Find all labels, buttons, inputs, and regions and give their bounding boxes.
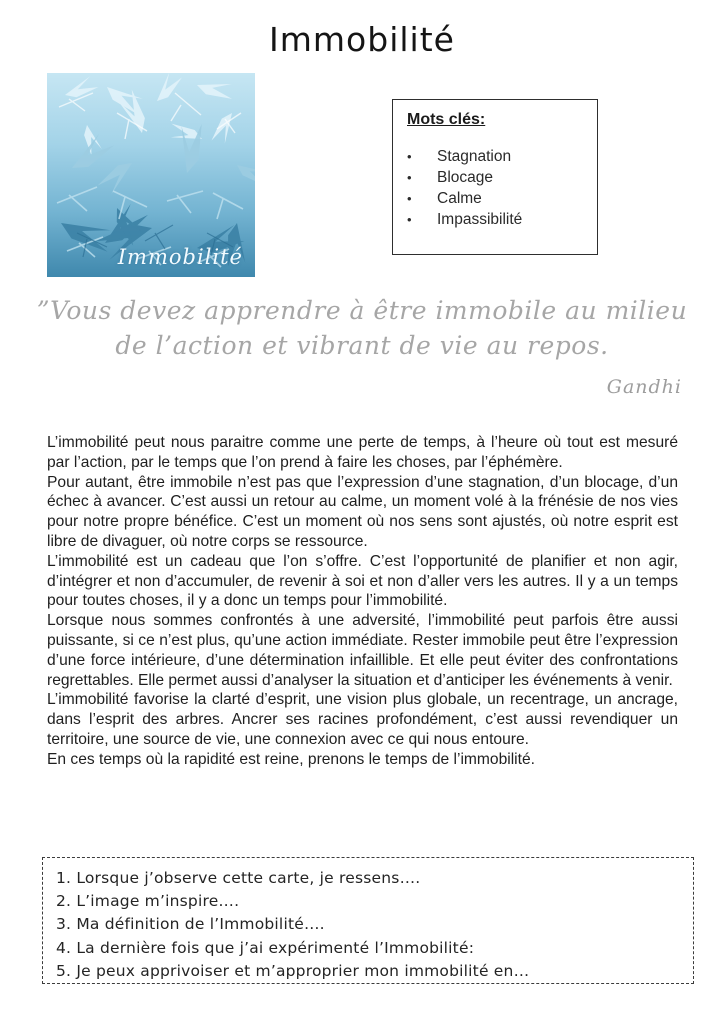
body-paragraph: Lorsque nous sommes confrontés à une adversité, l’immobilité peut parfois être aussi puissante, si ce n’est plus, qu’une action immédiate. Rester immobile peut être l’expression d’une force intérieure, d’une détermination infaillible. Et elle peut éviter des confrontations regrettables. Elle permet aussi d’analyser la situation et d’anticiper les événements à venir. — [47, 612, 678, 689]
page-title: Immobilité — [269, 20, 455, 59]
prompt-item: 1. Lorsque j’observe cette carte, je ressens…. — [56, 869, 421, 887]
body-paragraph: L’immobilité favorise la clarté d’esprit, une vision plus globale, un recentrage, un ancrage, dans l’esprit des arbres. Ancrer ses racines profondément, c’est aussi revendiquer un territoire, une source de vie, une connexion avec ce qui nous entoure. — [47, 691, 678, 748]
keywords-list — [407, 146, 583, 230]
keyword-item — [407, 167, 583, 188]
prompt-item: 3. Ma définition de l’Immobilité…. — [56, 915, 325, 934]
bullet-icon: • — [407, 191, 412, 206]
keywords-box — [392, 99, 598, 255]
prompts-box — [42, 857, 694, 984]
keyword-item — [407, 209, 583, 230]
body-text — [47, 433, 678, 770]
keyword-item — [407, 188, 583, 209]
bullet-icon: • — [407, 149, 412, 164]
prompt-item: 4. La dernière fois que j’ai expérimenté l’Immobilité: — [56, 938, 475, 957]
quote-text: ”Vous devez apprendre à être immobile au milieu de l’action et vibrant de vie au repos. — [36, 296, 688, 360]
prompt-item: 2. L’image m’inspire…. — [56, 892, 240, 911]
prompts-list — [56, 867, 683, 983]
body-paragraph: L’immobilité est un cadeau que l’on s’offre. C’est l’opportunité de planifier et non agir, d’intégrer et non d’accumuler, de revenir à soi et non d’aller vers les autres. Il y a un temps pour toutes choses, il y a donc un temps pour l’immobilité. — [47, 552, 678, 610]
bullet-icon: • — [407, 212, 412, 227]
frost-image — [47, 73, 255, 277]
keyword-label: Impassibilité — [437, 211, 523, 228]
quote-author: Gandhi — [606, 376, 682, 398]
frost-image-caption: Immobilité — [117, 245, 243, 269]
keyword-label: Calme — [437, 190, 482, 207]
prompt-item: 5. Je peux apprivoiser et m’approprier mon immobilité en… — [56, 961, 530, 980]
body-paragraph: Pour autant, être immobile n’est pas que l’expression d’une stagnation, d’un blocage, d’un échec à avancer. C’est aussi un retour au calme, un moment volé à la frénésie de nos vies pour notre propre bénéfice. C’est un moment où nos sens sont ajustés, où notre esprit est libre de divaguer, où notre corps se ressource. — [47, 473, 678, 550]
keywords-title: Mots clés: — [407, 111, 486, 128]
body-paragraph: L’immobilité peut nous paraitre comme une perte de temps, à l’heure où tout est mesuré par l’action, par le temps que l’on prend à faire les choses, par l’éphémère. — [47, 434, 678, 471]
keyword-label: Stagnation — [437, 148, 512, 165]
body-paragraph: En ces temps où la rapidité est reine, prenons le temps de l’immobilité. — [47, 750, 535, 768]
keyword-item — [407, 146, 583, 167]
bullet-icon: • — [407, 170, 412, 185]
keyword-label: Blocage — [437, 169, 494, 186]
